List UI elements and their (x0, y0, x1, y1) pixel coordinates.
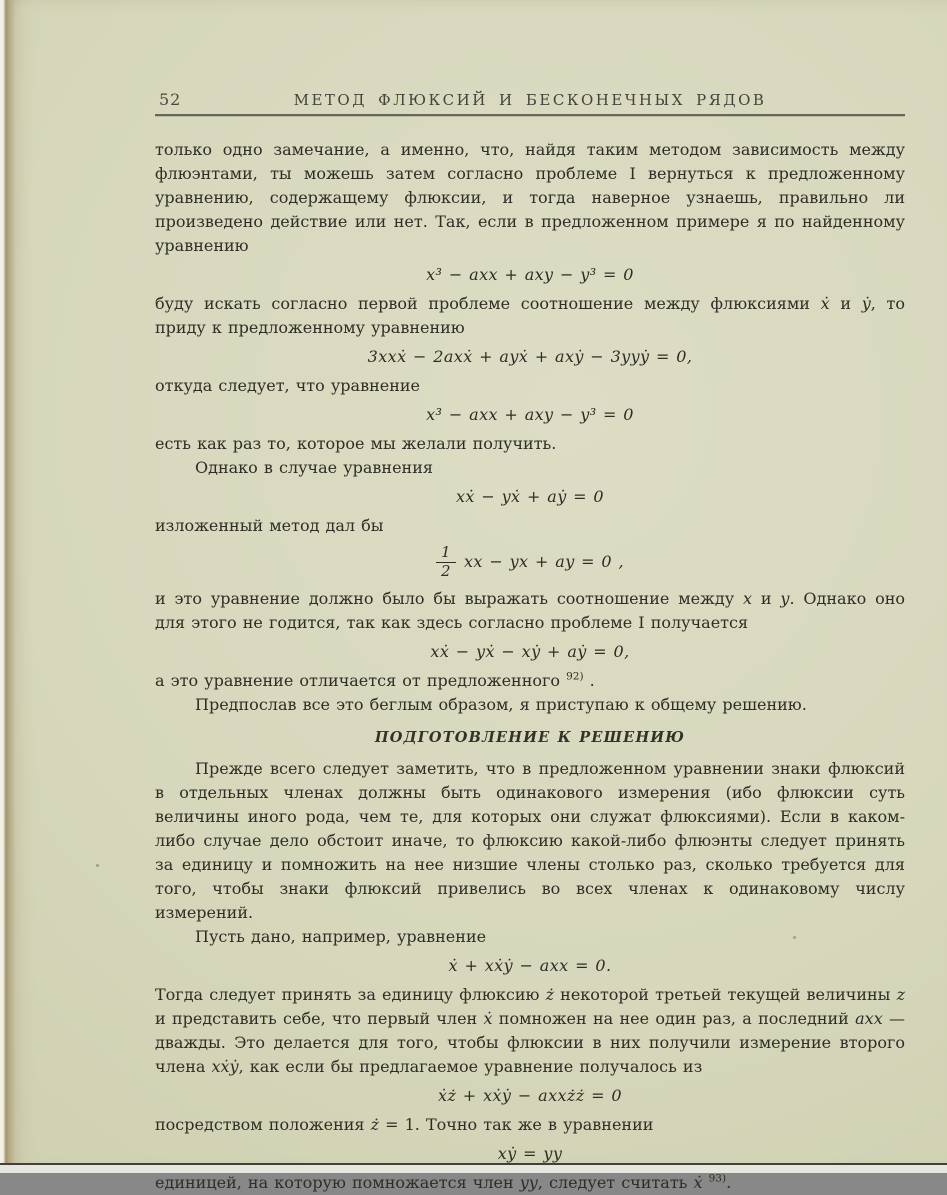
running-header (155, 88, 905, 112)
text-column (155, 88, 905, 1195)
equation-1 (155, 263, 905, 287)
paragraph-p11: Пусть дано, например, уравнение (195, 926, 487, 946)
paragraph-p9: Предпослав все это беглым образом, я приступаю к общему решению. (195, 694, 807, 714)
paragraph-p7: и это уравнение должно было бы выражать соотношение между x и y. Однако оно для этого не годится, так как здесь согласно проблеме I получается (155, 588, 906, 632)
paragraph-p2: буду искать согласно первой проблеме соотношение между флюксиями ẋ и ẏ, то приду к предложенному уравнению (155, 294, 906, 337)
equation-7-text: ẋ + xẋẏ − axx = 0. (448, 955, 612, 975)
equation-5-with-fraction (155, 545, 905, 580)
equation-6 (155, 640, 905, 664)
fraction-numerator: 1 (436, 545, 456, 563)
paragraph-p12: Тогда следует принять за единицу флюксию ż некоторой третьей текущей величины z и представить себе, что первый член ẋ помножен на нее один раз, а последний axx — дважды. Это делается для того, чтобы флюксии в них получили измерение второго члена xẋẏ, как если бы предлагаемое уравнение получалось из (155, 984, 905, 1076)
equation-3-text: x³ − axx + axy − y³ = 0 (426, 405, 634, 424)
paragraph-p10: Прежде всего следует заметить, что в предложенном уравнении знаки флюксий в отдельных членах должны быть одинакового измерения (ибо флюксии суть величины иного рода, чем те, для которых они служат флюксиями). Если в каком-либо случае дело обстоит иначе, то флюксию какой-либо флюэнты следует принять за единицу и помножить на нее низшие члены столько раз, сколько требуется для того, чтобы знаки флюксий привелись во всех членах к одинаковому числу измерений. (155, 758, 905, 922)
equation-9-text: xẏ = yy (497, 1143, 563, 1163)
header-rule (155, 114, 905, 116)
equation-1-text: x³ − axx + axy − y³ = 0 (426, 265, 634, 284)
paper-speck (96, 864, 99, 867)
paragraph-p3: откуда следует, что уравнение (155, 376, 421, 395)
page-body (155, 138, 905, 1195)
paragraph-p6: изложенный метод дал бы (155, 516, 384, 535)
section-heading: ПОДГОТОВЛЕНИЕ К РЕШЕНИЮ (374, 728, 686, 746)
equation-4-text: xẋ − yẋ + aẏ = 0 (455, 487, 604, 506)
equation-2-text: 3xxẋ − 2axẋ + ayẋ + axẏ − 3yyẏ = 0, (367, 347, 693, 366)
paragraph-p5: Однако в случае уравнения (195, 458, 433, 477)
fraction-denominator: 2 (441, 561, 451, 580)
equation-8 (155, 1084, 905, 1108)
equation-3 (155, 403, 905, 427)
paragraph-p8: а это уравнение отличается от предложенного $^{92)}$ . (155, 670, 595, 690)
page-left-edge (0, 0, 15, 1163)
paragraph-p14: единицей, на которую помножается член yy, следует считать ẋ $^{93)}$. (155, 1172, 732, 1192)
equation-4 (155, 485, 905, 509)
equation-5-text: xx − yx + ay = 0 , (463, 552, 624, 572)
paragraph-p13: посредством положения ż = 1. Точно так же в уравнении (155, 1114, 654, 1134)
equation-7 (155, 954, 905, 978)
fraction-one-half (436, 545, 456, 580)
equation-2 (155, 345, 905, 369)
running-title: МЕТОД ФЛЮКСИЙ И БЕСКОНЕЧНЫХ РЯДОВ (293, 91, 767, 109)
equation-9 (155, 1142, 905, 1166)
equation-8-text: ẋż + xẋẏ − axxżż = 0 (438, 1085, 622, 1105)
paragraph-p1: только одно замечание, а именно, что, найдя таким методом зависимость между флюэнтами, ты можешь затем согласно проблеме I вернуться к предложенному уравнению, содержащему флюксии, и тогда наверное узнаешь, правильно ли произведено действие или нет. Так, если в предложенном примере я по найденному уравнению (155, 140, 905, 255)
equation-6-text: xẋ − yẋ − xẏ + aẏ = 0, (430, 641, 630, 661)
page-number: 52 (159, 90, 182, 109)
paragraph-p4: есть как раз то, которое мы желали получить. (155, 434, 557, 453)
